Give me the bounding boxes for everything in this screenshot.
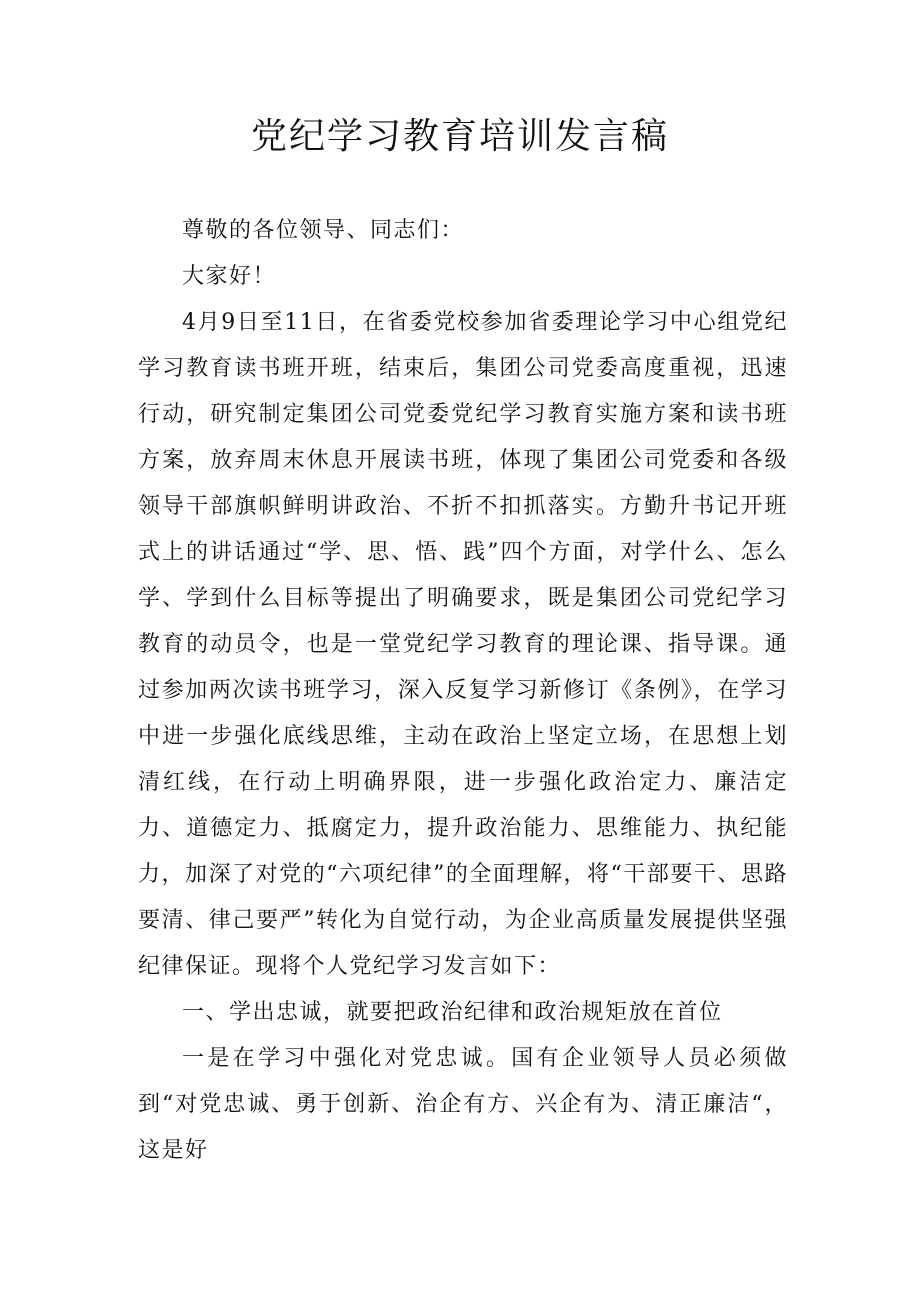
salutation: 尊敬的各位领导、同志们： [182,218,465,243]
greeting: 大家好！ [182,264,277,289]
paragraph-loyalty: 一是在学习中强化对党忠诚。国有企业领导人员必须做到“对党忠诚、勇于创新、治企有方、兴企有为、清正廉洁“，这是好 [138,1046,788,1163]
document-body [138,208,788,1174]
paragraph-intro: 4月9日至11日，在省委党校参加省委理论学习中心组党纪学习教育读书班开班，结束后，集团公司党委高度重视，迅速行动，研究制定集团公司党委党纪学习教育实施方案和读书班方案，放弃周末休息开展读书班，体现了集团公司党委和各级领导干部旗帜鲜明讲政治、不折不扣抓落实。方勤升书记开班式上的讲话通过“学、思、悟、践”四个方面，对学什么、怎么学、学到什么目标等提出了明确要求，既是集团公司党纪学习教育的动员令，也是一堂党纪学习教育的理论课、指导课。通过参加两次读书班学习，深入反复学习新修订《条例》，在学习中进一步强化底线思维，主动在政治上坚定立场，在思想上划清红线，在行动上明确界限，进一步强化政治定力、廉洁定力、道德定力、抵腐定力，提升政治能力、思维能力、执纪能力，加深了对党的“六项纪律”的全面理解，将“干部要干、思路要清、律己要严”转化为自觉行动，为企业高质量发展提供坚强纪律保证。现将个人党纪学习发言如下： [138,310,788,979]
section-heading-1: 一、学出忠诚，就要把政治纪律和政治规矩放在首位 [182,1000,723,1025]
document-title: 党纪学习教育培训发言稿 [250,116,669,157]
